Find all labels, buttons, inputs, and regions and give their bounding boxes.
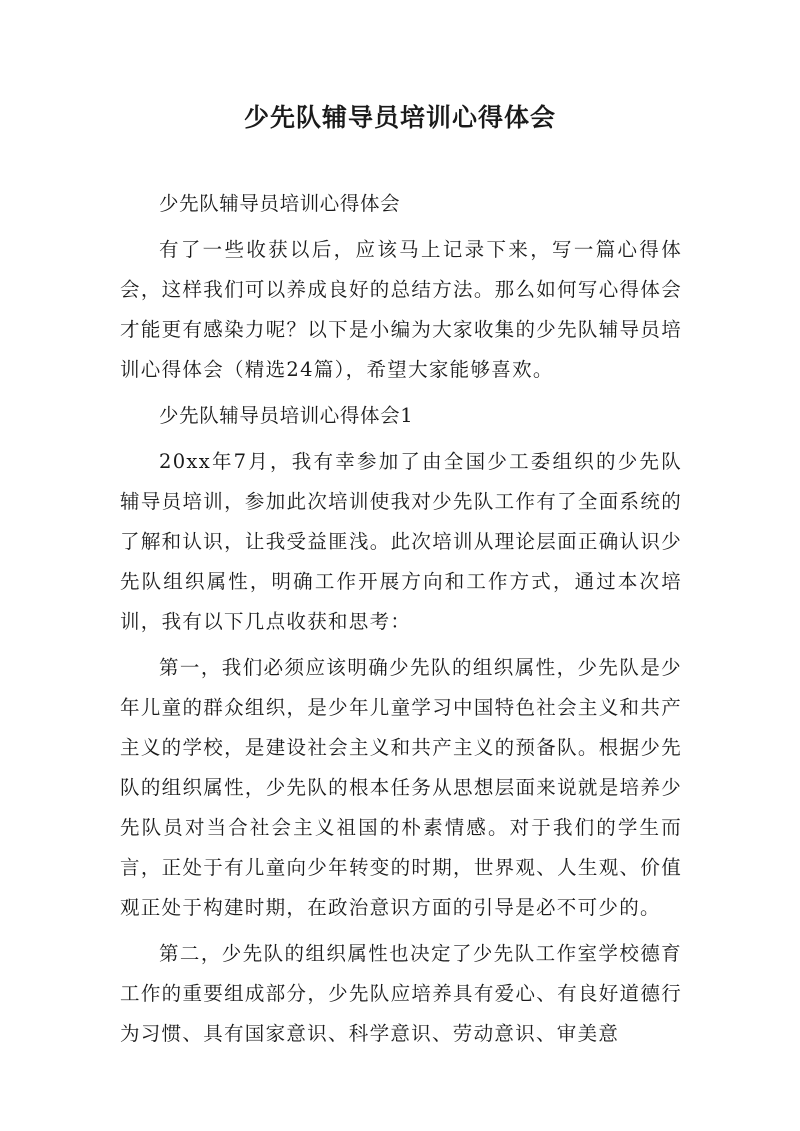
intro-heading: 少先队辅导员培训心得体会 <box>159 192 401 215</box>
document-title: 少先队辅导员培训心得体会 <box>243 103 556 132</box>
intro-paragraph: 有了一些收获以后，应该马上记录下来，写一篇心得体会，这样我们可以养成良好的总结方法。那么如何写心得体会才能更有感染力呢？以下是小编为大家收集的少先队辅导员培训心得体会（精选24篇），希望大家能够喜欢。 <box>120 238 682 381</box>
section-heading-1: 少先队辅导员培训心得体会1 <box>159 404 414 427</box>
body-paragraph: 20xx年7月，我有幸参加了由全国少工委组织的少先队辅导员培训，参加此次培训使我对少先队工作有了全面系统的了解和认识，让我受益匪浅。此次培训从理论层面正确认识少先队组织属性，明确工作开展方向和工作方式，通过本次培训，我有以下几点收获和思考： <box>120 450 682 633</box>
body-paragraph: 第二，少先队的组织属性也决定了少先队工作室学校德育工作的重要组成部分，少先队应培养具有爱心、有良好道德行为习惯、具有国家意识、科学意识、劳动意识、审美意 <box>120 942 682 1045</box>
document-body <box>120 184 682 1060</box>
body-paragraph: 第一，我们必须应该明确少先队的组织属性，少先队是少年儿童的群众组织，是少年儿童学习中国特色社会主义和共产主义的学校，是建设社会主义和共产主义的预备队。根据少先队的组织属性，少先队的根本任务从思想层面来说就是培养少先队员对当合社会主义祖国的朴素情感。对于我们的学生而言，正处于有儿童向少年转变的时期，世界观、人生观、价值观正处于构建时期，在政治意识方面的引导是必不可少的。 <box>120 656 682 919</box>
